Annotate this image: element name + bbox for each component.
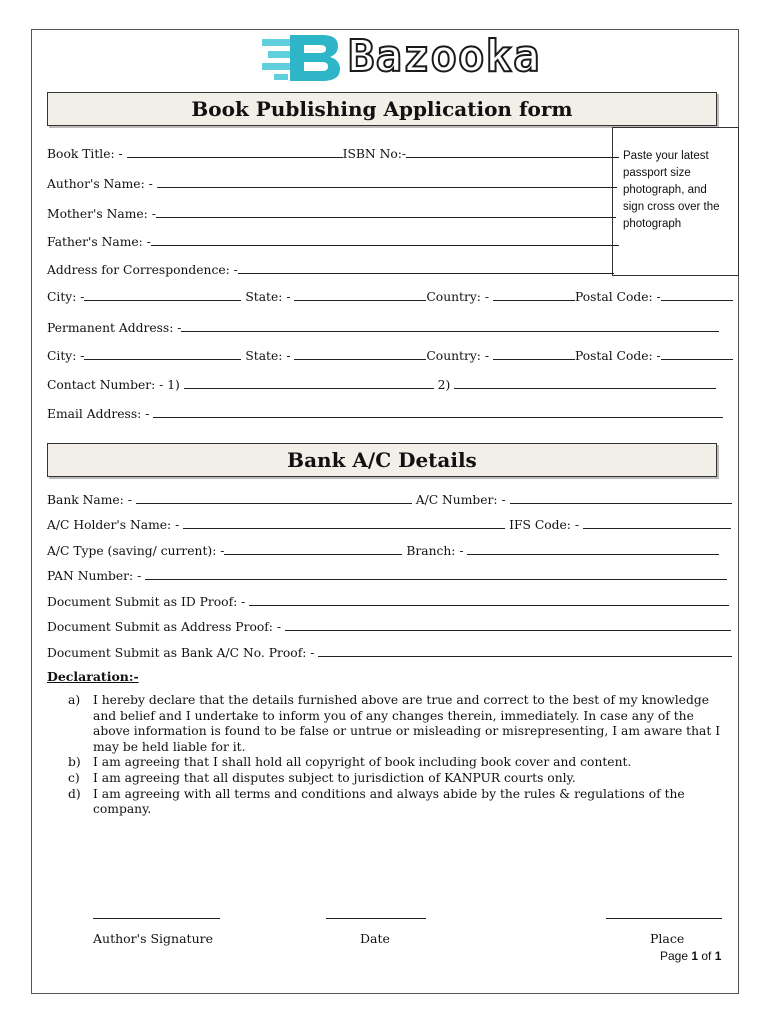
city-field[interactable] — [84, 348, 241, 360]
bank-name-row — [47, 492, 732, 507]
city-field[interactable] — [84, 289, 241, 301]
page-current: 1 — [691, 949, 699, 963]
mother-name-field[interactable] — [156, 206, 616, 218]
address-corr-row — [47, 262, 614, 277]
father-name-label: Father's Name: - — [47, 235, 151, 249]
declaration-marker: c) — [68, 770, 80, 785]
bank-name-label: Bank Name: - — [47, 493, 136, 507]
declaration-text: I hereby declare that the details furnished above are true and correct to the best of my knowledge and belief and I undertake to inform you of any changes therein, immediately. In case any of the above information is found to be false or untrue or misleading or misrepresenting, I am aware that I may be held liable for it. — [93, 693, 721, 754]
ac-type-label: A/C Type (saving/ current): - — [47, 544, 225, 558]
branch-field[interactable] — [467, 543, 719, 555]
mother-name-label: Mother's Name: - — [47, 207, 156, 221]
city-row-1 — [47, 289, 733, 304]
author-name-row — [47, 176, 617, 191]
photo-instructions: Paste your latest passport size photograph, and sign cross over the photograph — [623, 150, 720, 230]
isbn-field[interactable] — [406, 146, 619, 158]
author-signature-field[interactable] — [93, 917, 220, 919]
state-field[interactable] — [294, 289, 426, 301]
declaration-item — [68, 771, 724, 787]
ifs-label: IFS Code: - — [505, 518, 583, 532]
declaration-item — [68, 787, 724, 818]
ac-type-field[interactable] — [224, 543, 402, 555]
author-name-label: Author's Name: - — [47, 177, 157, 191]
page-number — [660, 949, 721, 963]
mother-name-row — [47, 206, 616, 221]
bank-name-field[interactable] — [136, 492, 412, 504]
date-label: Date — [360, 931, 390, 946]
holder-name-row — [47, 517, 731, 532]
address-corr-field[interactable] — [238, 262, 614, 274]
ac-number-label: A/C Number: - — [411, 493, 510, 507]
declaration-heading: Declaration:- — [47, 669, 139, 684]
declaration-marker: b) — [68, 755, 81, 770]
declaration-text: I am agreeing with all terms and conditions and always abide by the rules & regulations of the company. — [93, 786, 685, 817]
postal-label: Postal Code: - — [574, 349, 661, 363]
holder-name-field[interactable] — [183, 517, 505, 529]
city-row-2 — [47, 348, 733, 363]
declaration-text: I am agreeing that I shall hold all copyright of book including book cover and content. — [93, 755, 632, 770]
brand-logo — [260, 33, 560, 83]
bank-proof-field[interactable] — [318, 645, 732, 657]
place-label: Place — [650, 931, 685, 946]
isbn-label: ISBN No:- — [342, 147, 407, 161]
author-name-field[interactable] — [157, 176, 617, 188]
ifs-field[interactable] — [583, 517, 731, 529]
country-field[interactable] — [493, 348, 575, 360]
id-proof-field[interactable] — [249, 594, 729, 606]
place-field[interactable] — [606, 917, 722, 919]
contact-label: Contact Number: - 1) — [47, 378, 184, 392]
author-signature-label: Author's Signature — [93, 931, 213, 946]
country-label: Country: - — [426, 290, 493, 304]
ac-number-field[interactable] — [510, 492, 732, 504]
ac-type-row — [47, 543, 719, 558]
pan-label: PAN Number: - — [47, 569, 146, 583]
declaration-marker: a) — [68, 693, 81, 707]
contact-2-field[interactable] — [454, 377, 716, 389]
bank-section-title: Bank A/C Details — [47, 443, 717, 477]
holder-name-label: A/C Holder's Name: - — [47, 518, 184, 532]
declaration-text: I am agreeing that all disputes subject to jurisdiction of KANPUR courts only. — [93, 770, 576, 785]
form-title: Book Publishing Application form — [47, 92, 717, 126]
country-field[interactable] — [493, 289, 575, 301]
book-title-row — [47, 146, 619, 161]
city-label: City: - — [47, 290, 85, 304]
declaration-item — [68, 755, 724, 771]
address-proof-field[interactable] — [285, 619, 731, 631]
state-label: State: - — [241, 349, 295, 363]
address-proof-row — [47, 619, 731, 634]
postal-label: Postal Code: - — [574, 290, 661, 304]
declaration-item — [68, 693, 724, 755]
brand-name: Bazooka — [348, 31, 541, 82]
email-label: Email Address: - — [47, 407, 154, 421]
address-proof-label: Document Submit as Address Proof: - — [47, 620, 285, 634]
email-field[interactable] — [153, 406, 723, 418]
pan-field[interactable] — [145, 568, 727, 580]
contact-2-label: 2) — [433, 378, 455, 392]
contact-row — [47, 377, 716, 392]
declaration-marker: d) — [68, 786, 81, 801]
page-total: 1 — [714, 949, 722, 963]
id-proof-row — [47, 594, 729, 609]
state-label: State: - — [241, 290, 295, 304]
permanent-address-field[interactable] — [181, 320, 719, 332]
page-of: of — [698, 949, 715, 963]
page-prefix: Page — [660, 949, 692, 963]
book-title-field[interactable] — [127, 146, 343, 158]
state-field[interactable] — [294, 348, 426, 360]
branch-label: Branch: - — [402, 544, 468, 558]
father-name-field[interactable] — [151, 234, 619, 246]
bank-proof-label: Document Submit as Bank A/C No. Proof: - — [47, 646, 319, 660]
permanent-address-label: Permanent Address: - — [47, 321, 182, 335]
bazooka-logo-icon — [260, 33, 342, 83]
address-corr-label: Address for Correspondence: - — [47, 263, 238, 277]
postal-field[interactable] — [661, 289, 733, 301]
contact-1-field[interactable] — [184, 377, 434, 389]
photo-box[interactable] — [612, 127, 739, 276]
book-title-label: Book Title: - — [47, 147, 127, 161]
date-field[interactable] — [326, 917, 426, 919]
father-name-row — [47, 234, 619, 249]
postal-field[interactable] — [661, 348, 733, 360]
declaration-list — [68, 693, 724, 818]
pan-row — [47, 568, 727, 583]
bank-proof-row — [47, 645, 732, 660]
email-row — [47, 406, 723, 421]
permanent-address-row — [47, 320, 719, 335]
city-label: City: - — [47, 349, 85, 363]
country-label: Country: - — [426, 349, 493, 363]
id-proof-label: Document Submit as ID Proof: - — [47, 595, 250, 609]
